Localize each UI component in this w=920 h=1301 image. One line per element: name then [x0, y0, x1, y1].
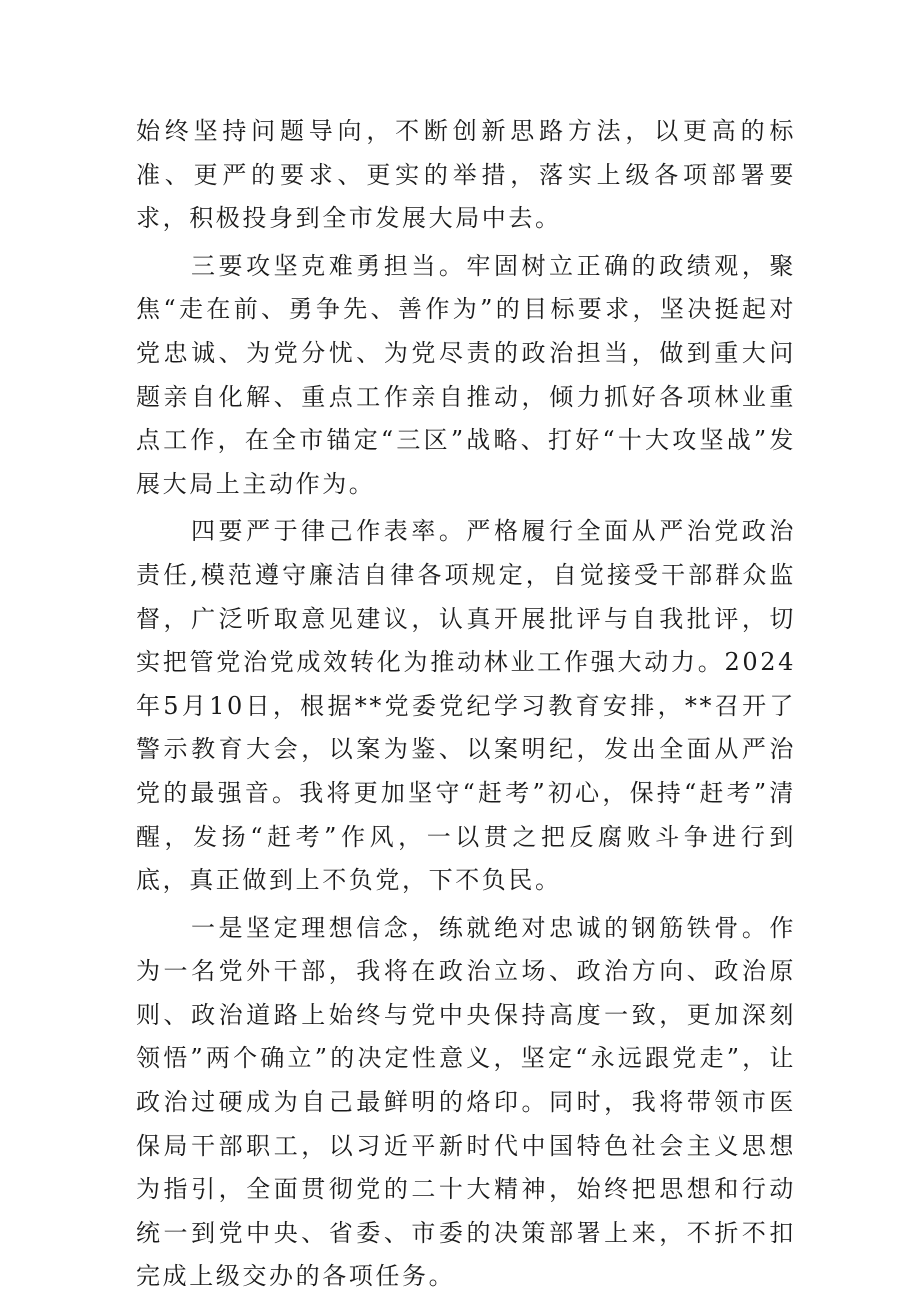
paragraph-continuation: 始终坚持问题导向，不断创新思路方法，以更高的标准、更严的要求、更实的举措，落实上级各项部署要求，积极投身到全市发展大局中去。: [136, 117, 796, 233]
paragraph-one: 一是坚定理想信念，练就绝对忠诚的钢筋铁骨。作为一名党外干部，我将在政治立场、政治方向、政治原则、政治道路上始终与党中央保持高度一致，更加深刻领悟”两个确立”的决定性意义，坚定“永远跟党走”，让政治过硬成为自己最鲜明的烙印。同时，我将带领市医保局干部职工，以习近平新时代中国特色社会主义思想为指引，全面贯彻党的二十大精神，始终把思想和行动统一到党中央、省委、市委的决策部署上来，不折不扣完成上级交办的各项任务。: [136, 913, 796, 1291]
paragraph-three: 三要攻坚克难勇担当。牢固树立正确的政绩观，聚焦“走在前、勇争先、善作为”的目标要求，坚决挺起对党忠诚、为党分忧、为党尽责的政治担当，做到重大问题亲自化解、重点工作亲自推动，倾力抓好各项林业重点工作，在全市锚定“三区”战略、打好“十大攻坚战”发展大局上主动作为。: [136, 251, 796, 498]
document-body: [136, 110, 796, 1299]
paragraph-four: 四要严于律己作表率。严格履行全面从严治党政治责任,模范遵守廉洁自律各项规定，自觉接受干部群众监督，广泛听取意见建议，认真开展批评与自我批评，切实把管党治党成效转化为推动林业工作强大动力。2024年5月10日，根据**党委党纪学习教育安排，**召开了警示教育大会，以案为鉴、以案明纪，发出全面从严治党的最强音。我将更加坚守“赶考”初心，保持“赶考”清醒，发扬“赶考”作风，一以贯之把反腐败斗争进行到底，真正做到上不负党，下不负民。: [136, 517, 796, 895]
